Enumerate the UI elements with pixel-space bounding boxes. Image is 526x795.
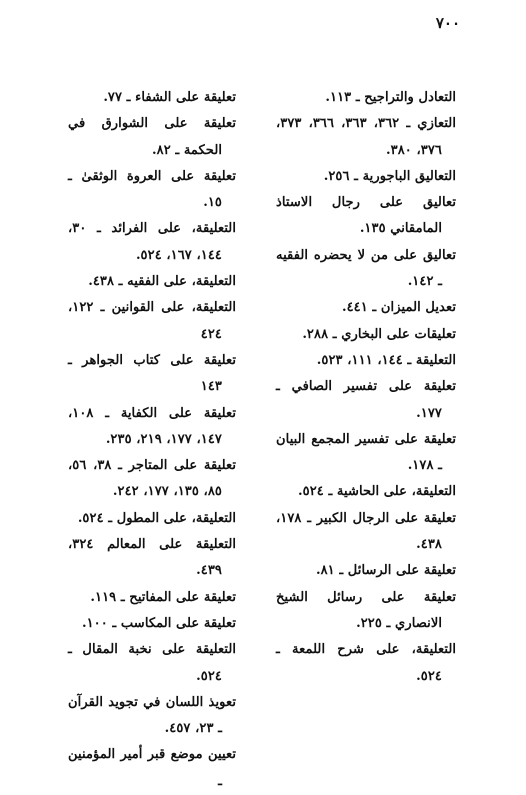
index-entry: تعليقة على الشوارق في الحكمة ـ ٨٢. [68,116,236,158]
index-entry: تعليقة على العروة الوثقىٰ ـ ١٥. [68,168,236,211]
index-entry: تعيين موضع قبر أمير المؤمنين ـ [68,747,236,789]
index-column-right [276,85,456,690]
index-entry: تعويذ اللسان في تجويد القرآن ـ ٢٣، ٤٥٧. [68,694,236,737]
index-entry: تعاليق على من لا يحضره الفقيه ـ ١٤٢. [276,247,456,290]
index-entry: التعليقة، على الحاشية ـ ٥٢٤. [298,484,456,500]
index-entry: التعليقة، على الفرائد ـ ٣٠، ١٤٤، ١٦٧، ٥٢٤. [68,221,236,263]
index-entry: تعليقات على البخاري ـ ٢٨٨. [302,326,456,342]
index-entry: التعادل والتراجيح ـ ١١٣. [325,90,456,105]
index-entry: تعليقة على المفاتيح ـ ١١٩. [90,589,236,605]
index-entry: التعليقة، على الفقيه ـ ٤٣٨. [88,274,236,290]
index-entry: التعليقة ـ ١٤٤، ١١١، ٥٢٣. [316,352,456,368]
index-entry: تعديل الميزان ـ ٤٤١. [341,300,456,316]
index-entry: تعليقة على تفسير المجمع البيان ـ ١٧٨. [276,431,456,474]
index-entry: تعليقة على المكاسب ـ ١٠٠. [81,615,236,631]
index-entry: التعليقة على نخبة المقال ـ ٥٢٤. [68,642,236,684]
index-entry: تعليقة على كتاب الجواهر ـ ١٤٣ [68,352,236,395]
index-entry: التعليقة، على شرح اللمعة ـ ٥٢٤. [276,642,456,684]
index-entry: التعليقة على المعالم ٣٢٤، ٤٣٩. [68,537,236,579]
index-entry: تعليقة على رسائل الشيخ الانصاري ـ ٢٢٥. [276,589,456,631]
index-entry: التعليقة، على المطول ـ ٥٢٤. [77,510,236,526]
index-entry: التعاليق الباجورية ـ ٢٥٦. [323,168,456,184]
index-entry: تعليقة على الرسائل ـ ٨١. [315,563,456,579]
index-entry: التعليقة، على القوانين ـ ١٢٢، ٤٢٤ [68,300,236,342]
index-entry: التعازي ـ ٣٦٢، ٣٦٣، ٣٦٦، ٣٧٣، ٣٧٦، ٣٨٠. [276,116,456,158]
index-entry: تعليقة على الكفاية ـ ١٠٨، ١٤٧، ١٧٧، ٢١٩، ٢٣٥. [68,405,236,447]
index-entry: تعليقة على المتاجر ـ ٣٨، ٥٦، ٨٥، ١٣٥، ١٧٧، ٢٤٢. [68,458,236,500]
index-entry: تعليقة على تفسير الصافي ـ ١٧٧. [276,379,456,421]
index-column-left [68,85,236,795]
index-entry: تعليقة على الشفاء ـ ٧٧. [103,90,236,105]
index-entry: تعاليق على رجال الاستاذ المامقاني ١٣٥. [276,195,456,237]
page-number: ٧٠٠ [435,14,460,32]
index-entry: تعليقة على الرجال الكبير ـ ١٧٨، ٤٣٨. [276,510,456,553]
